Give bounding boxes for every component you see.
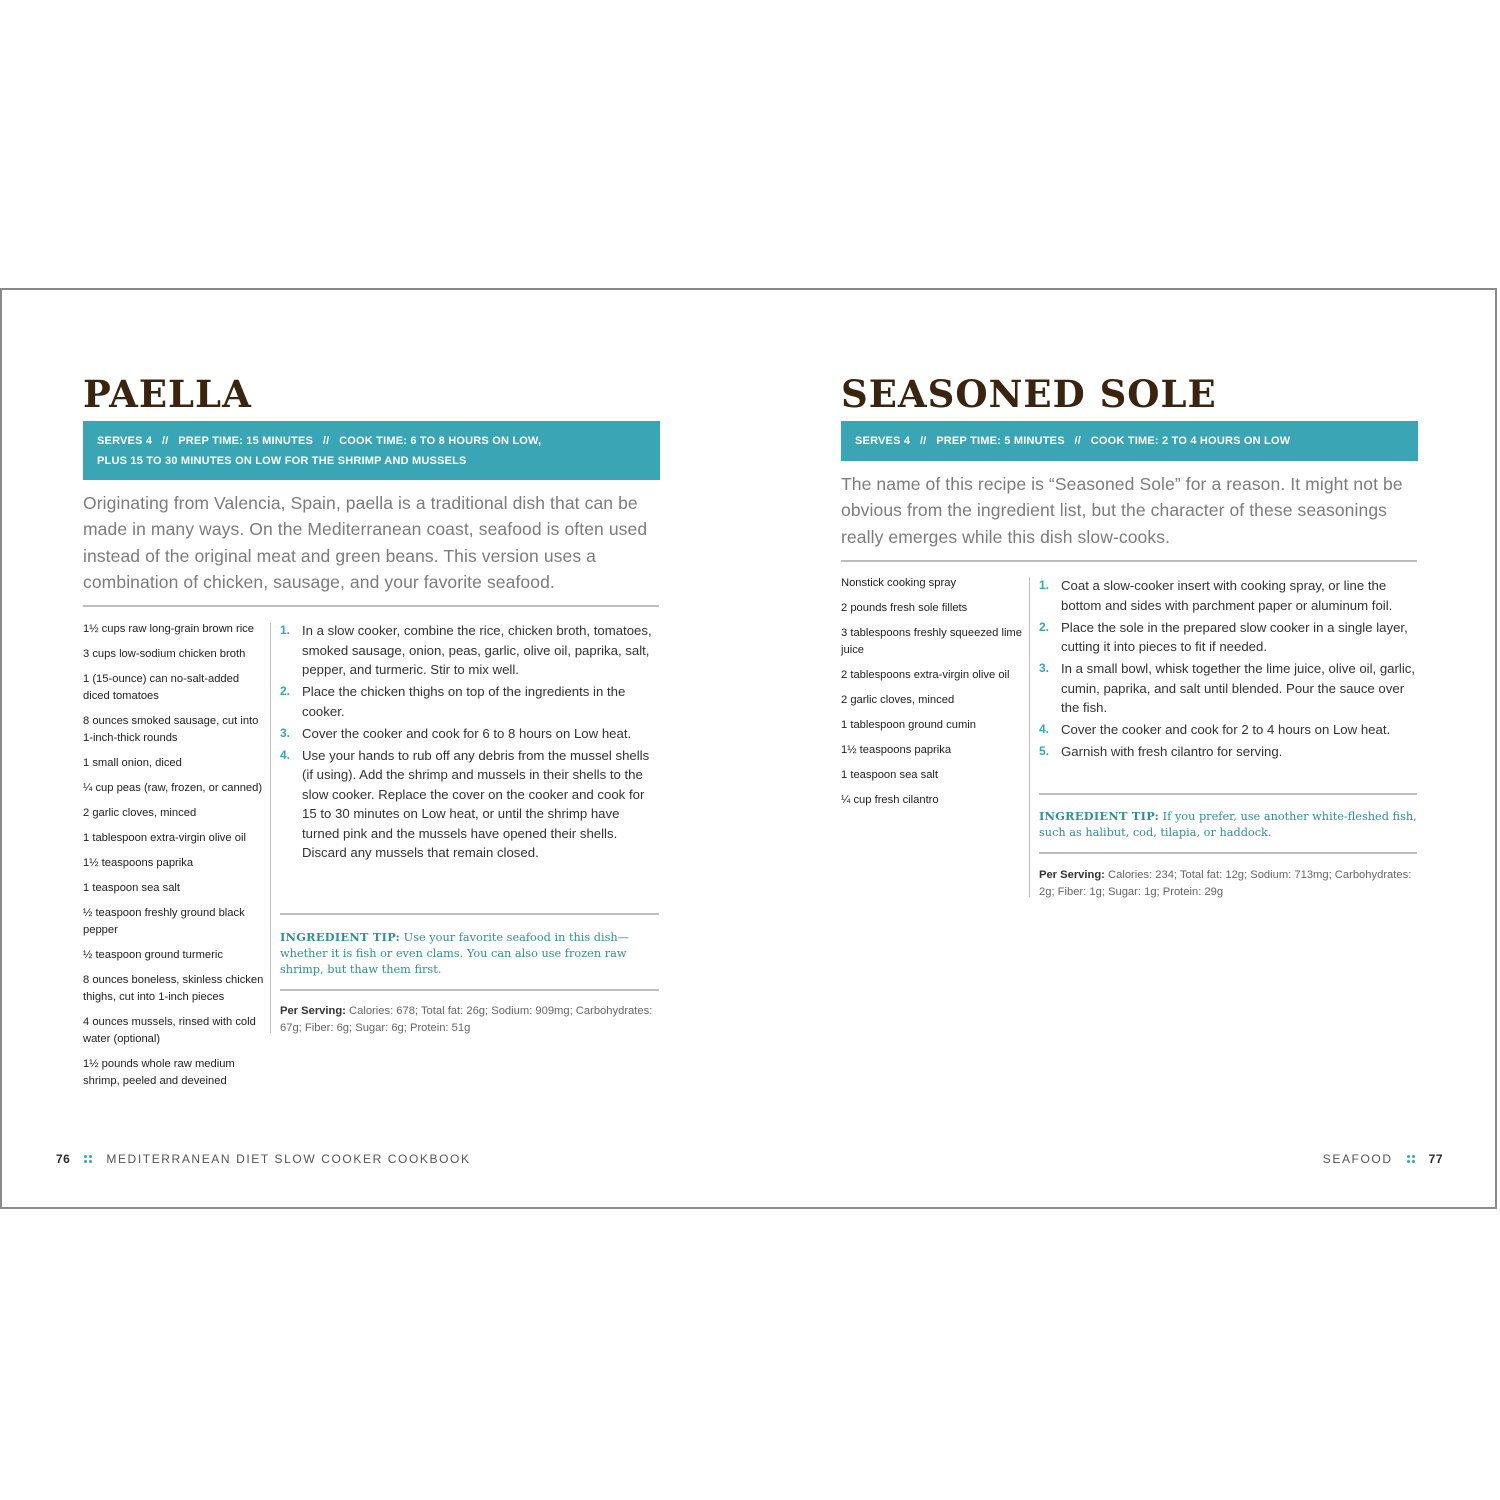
step-number: 3. (1039, 661, 1050, 675)
step-number: 4. (1039, 722, 1050, 736)
step-number: 3. (280, 725, 291, 740)
ingredient-item: 2 garlic cloves, minced (841, 694, 955, 706)
tip-text: If you prefer, use another white-fleshed fish, such as halibut, cod, tilapia, or haddock. (1039, 810, 1417, 840)
step-number: 2. (280, 684, 291, 698)
nutrition-info (280, 1003, 659, 1037)
banner-line: PLUS 15 TO 30 MINUTES ON LOW FOR THE SHRIMP AND MUSSELS (97, 454, 467, 467)
step-text: In a slow cooker, combine the rice, chicken broth, tomatoes, smoked sausage, onion, peas, garlic, olive oil, paprika, salt, pepper, and turmeric. Stir to mix well. (302, 623, 652, 677)
ingredient-item: 2 garlic cloves, minced (83, 807, 197, 819)
ingredient-item: 1½ pounds whole raw medium shrimp, peeled and deveined (83, 1058, 235, 1087)
ingredient-item: 1 small onion, diced (83, 757, 182, 769)
column-divider (270, 623, 271, 1033)
banner-line: SERVES 4 // PREP TIME: 15 MINUTES // COOK TIME: 6 TO 8 HOURS ON LOW, (97, 434, 542, 447)
tip-label: INGREDIENT TIP: (1039, 809, 1160, 823)
step-text: Coat a slow-cooker insert with cooking spray, or line the bottom and sides with parchment paper or aluminum foil. (1061, 578, 1393, 613)
ingredient-item: 3 cups low-sodium chicken broth (83, 648, 246, 660)
step-text: Place the chicken thighs on top of the ingredients in the cooker. (302, 684, 626, 719)
ingredient-item: ¼ cup peas (raw, frozen, or canned) (83, 782, 263, 794)
ingredient-item: ½ teaspoon ground turmeric (83, 949, 223, 961)
ingredient-item: 1 tablespoon extra-virgin olive oil (83, 832, 246, 844)
directions-list (1039, 576, 1419, 764)
book-spread (0, 288, 1497, 1209)
page-number: 77 (1428, 1152, 1443, 1166)
step-text: Place the sole in the prepared slow cooker in a single layer, cutting it into pieces to fit if needed. (1061, 619, 1408, 654)
step-number: 4. (280, 747, 291, 762)
step-text: Cover the cooker and cook for 6 to 8 hours on Low heat. (302, 725, 632, 741)
ingredient-item: 2 tablespoons extra-virgin olive oil (841, 669, 1010, 681)
dots-icon (1407, 1155, 1415, 1163)
book-title: MEDITERRANEAN DIET SLOW COOKER COOKBOOK (106, 1152, 471, 1166)
recipe-info-banner (83, 421, 660, 480)
step-number: 2. (1039, 619, 1050, 634)
direction-step (1039, 659, 1419, 718)
divider (841, 560, 1417, 562)
ingredient-list (841, 575, 1025, 817)
step-number: 5. (1039, 744, 1050, 758)
divider (280, 989, 659, 991)
ingredient-item: 1½ teaspoons paprika (83, 857, 194, 869)
direction-step (280, 621, 660, 680)
ingredient-tip (1039, 808, 1417, 841)
dots-icon (84, 1155, 92, 1163)
recipe-intro: Originating from Valencia, Spain, paella is a traditional dish that can be made in many ways. On the Mediterranean coast, seafood is often used instead of the original meat and green beans. This version uses a combination of chicken, sausage, and your favorite seafood. (83, 493, 648, 592)
direction-step (1039, 618, 1419, 657)
page-footer-left (56, 1152, 471, 1166)
column-divider (1029, 577, 1030, 897)
directions-list (280, 621, 660, 865)
ingredient-item: 1 teaspoon sea salt (841, 769, 939, 781)
recipe-title-paella: PAELLA (83, 372, 252, 416)
step-text: Cover the cooker and cook for 2 to 4 hours on Low heat. (1061, 722, 1391, 737)
recipe-info-banner (841, 421, 1418, 461)
direction-step (1039, 742, 1419, 762)
recipe-intro: The name of this recipe is “Seasoned Sole” for a reason. It might not be obvious from the ingredient list, but the character of these seasonings really emerges while this dish slow-cooks. (841, 474, 1403, 547)
divider (83, 605, 659, 607)
ingredient-item: 8 ounces boneless, skinless chicken thighs, cut into 1-inch pieces (83, 974, 264, 1003)
ingredient-item: 1½ teaspoons paprika (841, 744, 952, 756)
ingredient-item: Nonstick cooking spray (841, 577, 957, 589)
nutrition-text: Calories: 234; Total fat: 12g; Sodium: 713mg; Carbohydrates: 2g; Fiber: 1g; Sugar: 1g; Protein: 29g (1039, 869, 1412, 898)
ingredient-item: 1 teaspoon sea salt (83, 882, 181, 894)
ingredient-item: ½ teaspoon freshly ground black pepper (83, 907, 245, 936)
ingredient-item: 4 ounces mussels, rinsed with cold water (optional) (83, 1016, 256, 1045)
divider (1039, 852, 1417, 854)
ingredient-item: 1½ cups raw long-grain brown rice (83, 623, 255, 635)
page-number: 76 (56, 1152, 71, 1166)
recipe-title-seasoned-sole: SEASONED SOLE (841, 372, 1217, 416)
step-number: 1. (1039, 578, 1050, 592)
step-number: 1. (280, 623, 291, 637)
ingredient-tip (280, 929, 659, 979)
tip-text: Use your favorite seafood in this dish—whether it is fish or even clams. You can also use frozen raw shrimp, but thaw them first. (280, 931, 629, 977)
ingredient-list (83, 621, 267, 1098)
ingredient-item: 1 tablespoon ground cumin (841, 719, 976, 731)
direction-step (280, 746, 660, 863)
divider (1039, 793, 1417, 795)
step-text: Use your hands to rub off any debris from the mussel shells (if using). Add the shrimp and mussels in their shells to the slow cooker. Replace the cover on the cooker and cook for 15 to 30 minutes on Low heat, or until the shrimp have turned pink and the mussels have opened their shells. Discard any mussels that remain closed. (302, 747, 650, 860)
nutrition-info (1039, 867, 1417, 901)
nutrition-label: Per Serving: (280, 1005, 346, 1017)
ingredient-item: 1 (15-ounce) can no-salt-added diced tomatoes (83, 673, 240, 702)
divider (280, 913, 659, 915)
nutrition-label: Per Serving: (1039, 869, 1105, 881)
direction-step (280, 724, 660, 744)
ingredient-item: 2 pounds fresh sole fillets (841, 602, 968, 614)
ingredient-item: 8 ounces smoked sausage, cut into 1-inch-thick rounds (83, 715, 259, 744)
step-text: Garnish with fresh cilantro for serving. (1061, 744, 1283, 759)
direction-step (1039, 720, 1419, 740)
section-title: SEAFOOD (1322, 1152, 1393, 1166)
ingredient-item: ¼ cup fresh cilantro (841, 794, 939, 806)
ingredient-item: 3 tablespoons freshly squeezed lime juice (841, 627, 1022, 656)
page-footer-right (1323, 1152, 1443, 1166)
nutrition-text: Calories: 678; Total fat: 26g; Sodium: 909mg; Carbohydrates: 67g; Fiber: 6g; Sugar: 6g; Protein: 51g (280, 1005, 653, 1034)
tip-label: INGREDIENT TIP: (280, 930, 401, 944)
direction-step (280, 682, 660, 721)
banner-line: SERVES 4 // PREP TIME: 5 MINUTES // COOK TIME: 2 TO 4 HOURS ON LOW (855, 435, 1291, 447)
direction-step (1039, 576, 1419, 615)
step-text: In a small bowl, whisk together the lime juice, olive oil, garlic, cumin, paprika, and salt until blended. Pour the sauce over the fish. (1061, 661, 1416, 715)
